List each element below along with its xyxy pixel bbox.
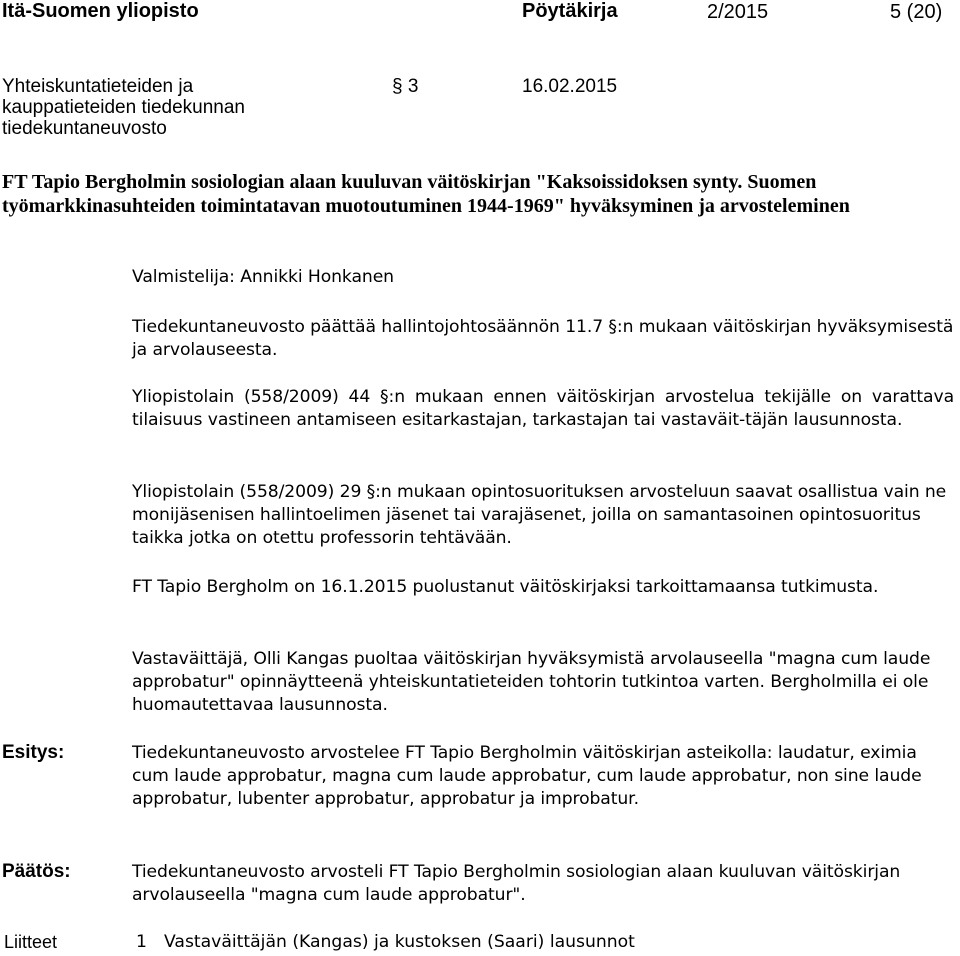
decision-text: Tiedekuntaneuvosto arvosteli FT Tapio Bergholmin sosiologian alaan kuuluvan väitöskirjan arvolauseella "magna cum laude approbatur". <box>132 862 901 905</box>
document-type: Pöytäkirja <box>522 0 618 22</box>
section-number: § 3 <box>392 76 419 97</box>
paragraph-authority: Tiedekuntaneuvosto päättää hallintojohtosäännön 11.7 §:n mukaan väitöskirjan hyväksymisestä ja arvolauseesta. <box>132 317 954 360</box>
faculty-line-3: tiedekuntaneuvosto <box>2 118 167 139</box>
faculty-line-2: kauppatieteiden tiedekunnan <box>2 97 245 118</box>
faculty-council-name <box>2 76 245 139</box>
paragraph-opponent-statement: Vastaväittäjä, Olli Kangas puoltaa väitöskirjan hyväksymistä arvolauseella "magna cum laude approbatur" opinnäytteenä yhteiskuntatieteiden tohtorin tutkintoa varten. Bergholmilla ei ole huomautettavaa lausunnosta. <box>132 649 931 715</box>
document-number: 2/2015 <box>707 1 769 23</box>
university-name: Itä-Suomen yliopisto <box>2 0 199 22</box>
faculty-line-1: Yhteiskuntatieteiden ja <box>2 76 194 97</box>
proposal-text: Tiedekuntaneuvosto arvostelee FT Tapio Bergholmin väitöskirjan asteikolla: laudatur, eximia cum laude approbatur, magna cum laude approbatur, cum laude approbatur, non sine laude approbatur, lubenter approbatur, approbatur ja improbatur. <box>132 743 922 809</box>
paragraph-defence: FT Tapio Bergholm on 16.1.2015 puolustanut väitöskirjaksi tarkoittamaansa tutkimusta. <box>132 577 879 597</box>
decision-label: Päätös: <box>2 861 71 882</box>
page-number: 5 (20) <box>890 1 943 23</box>
attachment-number: 1 <box>136 932 147 952</box>
attachment-title: Vastaväittäjän (Kangas) ja kustoksen (Saari) lausunnot <box>164 932 635 952</box>
meeting-date: 16.02.2015 <box>522 76 618 97</box>
agenda-item-title: FT Tapio Bergholmin sosiologian alaan kuuluvan väitöskirjan "Kaksoissidoksen synty. Suomen työmarkkinasuhteiden toimintatavan muotoutuminen 1944-1969" hyväksyminen ja arvosteleminen <box>2 171 850 217</box>
proposal-label: Esitys: <box>2 742 65 763</box>
paragraph-university-act-44: Yliopistolain (558/2009) 44 §:n mukaan ennen väitöskirjan arvostelua tekijälle on varattava tilaisuus vastineen antamiseen esitarkastajan, tarkastajan tai vastaväit-täjän lausunnosta. <box>132 387 954 430</box>
preparer-line: Valmistelija: Annikki Honkanen <box>132 267 394 287</box>
attachments-label: Liitteet <box>4 932 58 952</box>
paragraph-university-act-29: Yliopistolain (558/2009) 29 §:n mukaan opintosuorituksen arvosteluun saavat osallistua vain ne monijäsenisen hallintoelimen jäsenet tai varajäsenet, joilla on samantasoinen opintosuoritus taikka jotka on otettu professorin tehtävään. <box>132 482 947 548</box>
